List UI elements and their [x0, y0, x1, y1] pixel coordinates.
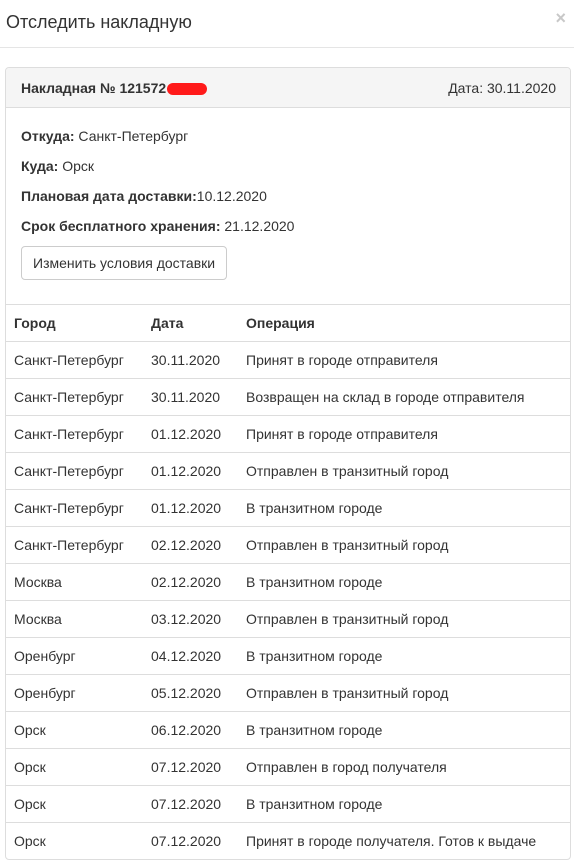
table-row: [6, 453, 570, 490]
cell-city: Орск: [6, 712, 143, 749]
cell-city: Санкт-Петербург: [6, 342, 143, 379]
cell-city: Санкт-Петербург: [6, 416, 143, 453]
waybill-details: [6, 108, 570, 280]
cell-city: Санкт-Петербург: [6, 379, 143, 416]
cell-city: Орск: [6, 786, 143, 823]
table-row: [6, 601, 570, 638]
cell-date: 06.12.2020: [143, 712, 238, 749]
cell-date: 05.12.2020: [143, 675, 238, 712]
cell-date: 03.12.2020: [143, 601, 238, 638]
header-city: Город: [6, 305, 143, 342]
table-row: [6, 379, 570, 416]
table-row: [6, 490, 570, 527]
table-row: [6, 564, 570, 601]
cell-city: Оренбург: [6, 675, 143, 712]
origin-label: Откуда:: [21, 128, 75, 144]
cell-date: 07.12.2020: [143, 823, 238, 860]
cell-city: Санкт-Петербург: [6, 490, 143, 527]
cell-operation: Отправлен в транзитный город: [238, 453, 570, 490]
cell-operation: В транзитном городе: [238, 490, 570, 527]
table-row: [6, 675, 570, 712]
cell-city: Санкт-Петербург: [6, 453, 143, 490]
cell-operation: Отправлен в транзитный город: [238, 675, 570, 712]
waybill-number: [21, 80, 207, 96]
destination-label: Куда:: [21, 158, 59, 174]
cell-operation: Отправлен в город получателя: [238, 749, 570, 786]
cell-date: 04.12.2020: [143, 638, 238, 675]
cell-date: 30.11.2020: [143, 379, 238, 416]
table-row: [6, 638, 570, 675]
planned-date-value: 10.12.2020: [196, 188, 267, 204]
cell-date: 07.12.2020: [143, 786, 238, 823]
tracking-table-body: [6, 342, 570, 860]
table-row: [6, 416, 570, 453]
panel-heading: [6, 68, 570, 108]
cell-operation: В транзитном городе: [238, 564, 570, 601]
cell-city: Оренбург: [6, 638, 143, 675]
cell-city: Орск: [6, 749, 143, 786]
cell-date: 01.12.2020: [143, 490, 238, 527]
header-operation: Операция: [238, 305, 570, 342]
storage-value: 21.12.2020: [220, 218, 295, 234]
table-row: [6, 823, 570, 860]
waybill-panel: [5, 67, 571, 860]
table-row: [6, 342, 570, 379]
cell-city: Москва: [6, 601, 143, 638]
tracking-table: [6, 304, 570, 860]
planned-date-row: [21, 181, 555, 211]
destination-value: Орск: [58, 158, 95, 174]
close-icon[interactable]: ×: [555, 8, 566, 28]
table-row: [6, 749, 570, 786]
table-row: [6, 712, 570, 749]
cell-city: Орск: [6, 823, 143, 860]
cell-operation: Отправлен в транзитный город: [238, 601, 570, 638]
storage-row: [21, 211, 555, 241]
header-date: Дата: [143, 305, 238, 342]
table-row: [6, 527, 570, 564]
destination-row: [21, 151, 555, 181]
cell-city: Санкт-Петербург: [6, 527, 143, 564]
waybill-label: Накладная № 121572: [21, 79, 167, 96]
cell-operation: Принят в городе получателя. Готов к выдаче: [238, 823, 570, 860]
redaction-mark: [167, 83, 207, 95]
cell-operation: Принят в городе отправителя: [238, 342, 570, 379]
storage-label: Срок бесплатного хранения:: [21, 218, 221, 234]
cell-date: 30.11.2020: [143, 342, 238, 379]
cell-date: 01.12.2020: [143, 453, 238, 490]
cell-date: 07.12.2020: [143, 749, 238, 786]
cell-operation: В транзитном городе: [238, 712, 570, 749]
origin-row: [21, 121, 555, 151]
cell-operation: В транзитном городе: [238, 638, 570, 675]
cell-city: Москва: [6, 564, 143, 601]
cell-date: 02.12.2020: [143, 527, 238, 564]
cell-operation: Принят в городе отправителя: [238, 416, 570, 453]
table-row: [6, 786, 570, 823]
modal-header: [0, 0, 574, 48]
cell-date: 02.12.2020: [143, 564, 238, 601]
cell-operation: Отправлен в транзитный город: [238, 527, 570, 564]
cell-date: 01.12.2020: [143, 416, 238, 453]
modal-title: Отследить накладную: [6, 12, 192, 32]
cell-operation: Возвращен на склад в городе отправителя: [238, 379, 570, 416]
cell-operation: В транзитном городе: [238, 786, 570, 823]
table-header-row: [6, 305, 570, 342]
waybill-date: Дата: 30.11.2020: [448, 79, 556, 96]
origin-value: Санкт-Петербург: [74, 128, 189, 144]
change-delivery-button[interactable]: Изменить условия доставки: [21, 246, 227, 280]
planned-date-label: Плановая дата доставки:: [21, 188, 197, 204]
